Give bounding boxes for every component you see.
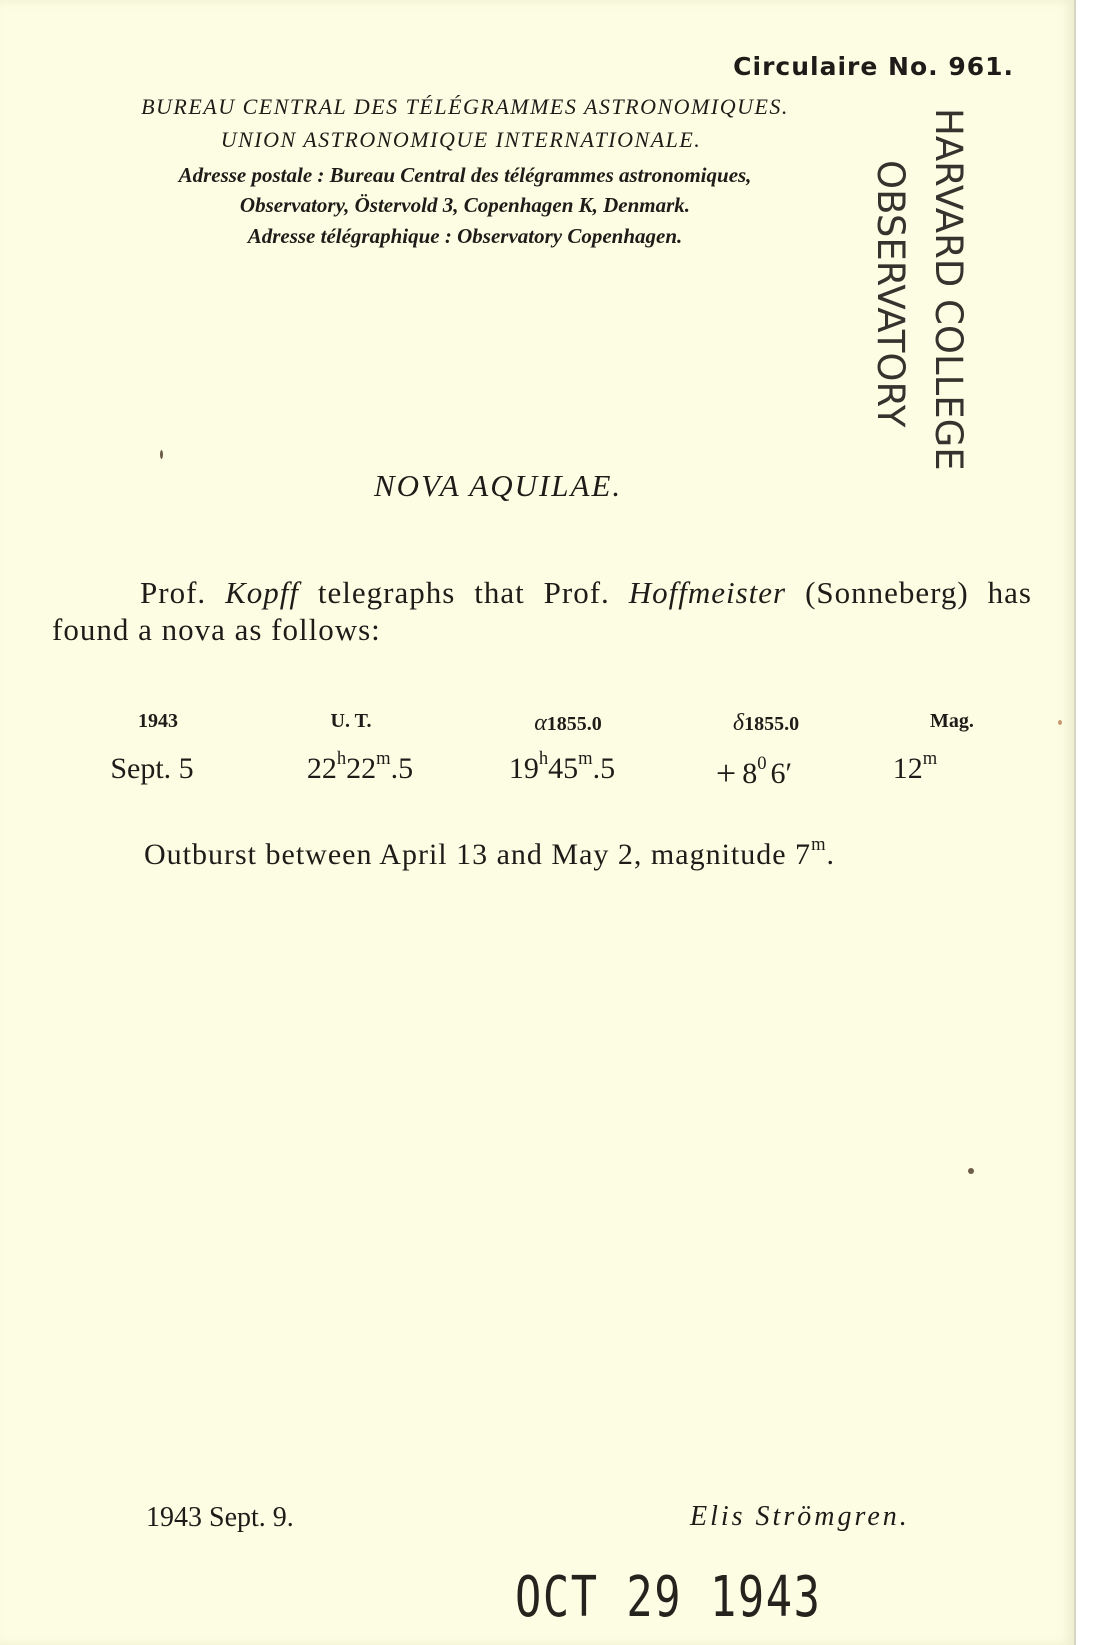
outburst-note [144, 834, 836, 872]
signature: Elis Strömgren. [690, 1501, 910, 1532]
telegraph-label: Adresse télégraphique : [247, 224, 452, 248]
col-header-time: U. T. [330, 710, 372, 732]
text-run: (Sonneberg) has found a nova as follows: [52, 575, 1032, 647]
minutes-unit: m [578, 748, 593, 770]
time-minutes: 22 [346, 752, 377, 785]
harvard-stamp-line1: HARVARD COLLEGE [927, 108, 970, 471]
col-header-ra [508, 710, 628, 737]
union-name: UNION ASTRONOMIQUE INTERNATIONALE. [220, 127, 702, 152]
decimal-point: . [390, 752, 399, 785]
row-time [290, 748, 430, 786]
ra-hours: 19 [508, 752, 539, 785]
row-ra [492, 748, 632, 786]
hours-unit: h [336, 748, 347, 770]
magnitude-value: 12 [892, 752, 923, 785]
name-hoffmeister: Hoffmeister [628, 575, 787, 610]
time-fraction: 5 [398, 752, 414, 785]
ra-minutes: 45 [548, 752, 579, 785]
circular-title: NOVA AQUILAE. [374, 468, 623, 503]
dec-sign: + [715, 753, 737, 793]
text-run: telegraphs that Prof. [317, 575, 610, 610]
name-kopff: Kopff [225, 575, 299, 610]
row-mag [880, 748, 950, 786]
harvard-stamp-line2: OBSERVATORY [869, 160, 912, 428]
decimal-point: . [592, 752, 601, 785]
dec-arcminutes: 6′ [770, 757, 793, 790]
circular-number: Circulaire No. 961. [733, 52, 1014, 81]
page-margin [1076, 0, 1094, 1645]
hours-unit: h [538, 748, 549, 770]
magnitude-unit: m [811, 834, 827, 856]
alpha-symbol: α [534, 710, 547, 736]
paper-speck [968, 1168, 974, 1174]
ra-fraction: 5 [600, 752, 616, 785]
postal-address: Bureau Central des télégrammes astronomiques, [329, 163, 752, 187]
telegraph-address-line [44, 224, 886, 249]
col-header-date: 1943 [138, 710, 178, 732]
announcement-paragraph [52, 574, 1032, 648]
minutes-unit: m [376, 748, 391, 770]
outburst-end: . [826, 838, 836, 871]
paper-speck [1058, 720, 1062, 725]
degree-unit: 0 [757, 753, 767, 775]
postal-address-line [44, 163, 886, 188]
dec-epoch: 1855.0 [744, 713, 800, 735]
ra-epoch: 1855.0 [546, 713, 602, 735]
issue-date: 1943 Sept. 9. [146, 1502, 294, 1533]
delta-symbol: δ [732, 710, 745, 736]
paper-speck [160, 450, 163, 459]
dec-degrees: 8 [742, 757, 758, 790]
row-dec [694, 752, 814, 794]
col-header-dec [706, 710, 826, 737]
postal-label: Adresse postale : [178, 163, 325, 187]
row-date: Sept. 5 [110, 752, 194, 785]
received-date-stamp: OCT 29 1943 [515, 1565, 822, 1630]
bureau-name: BUREAU CENTRAL DES TÉLÉGRAMMES ASTRONOMIQUES. [141, 94, 789, 119]
outburst-text: Outburst between April 13 and May 2, magnitude 7 [144, 838, 812, 871]
time-hours: 22 [306, 752, 337, 785]
col-header-mag: Mag. [930, 710, 974, 732]
magnitude-unit: m [922, 748, 938, 770]
telegraph-address: Observatory Copenhagen. [457, 224, 683, 248]
postal-address-line-2: Observatory, Östervold 3, Copenhagen K, Denmark. [239, 193, 691, 217]
text-run: Prof. [140, 575, 207, 610]
